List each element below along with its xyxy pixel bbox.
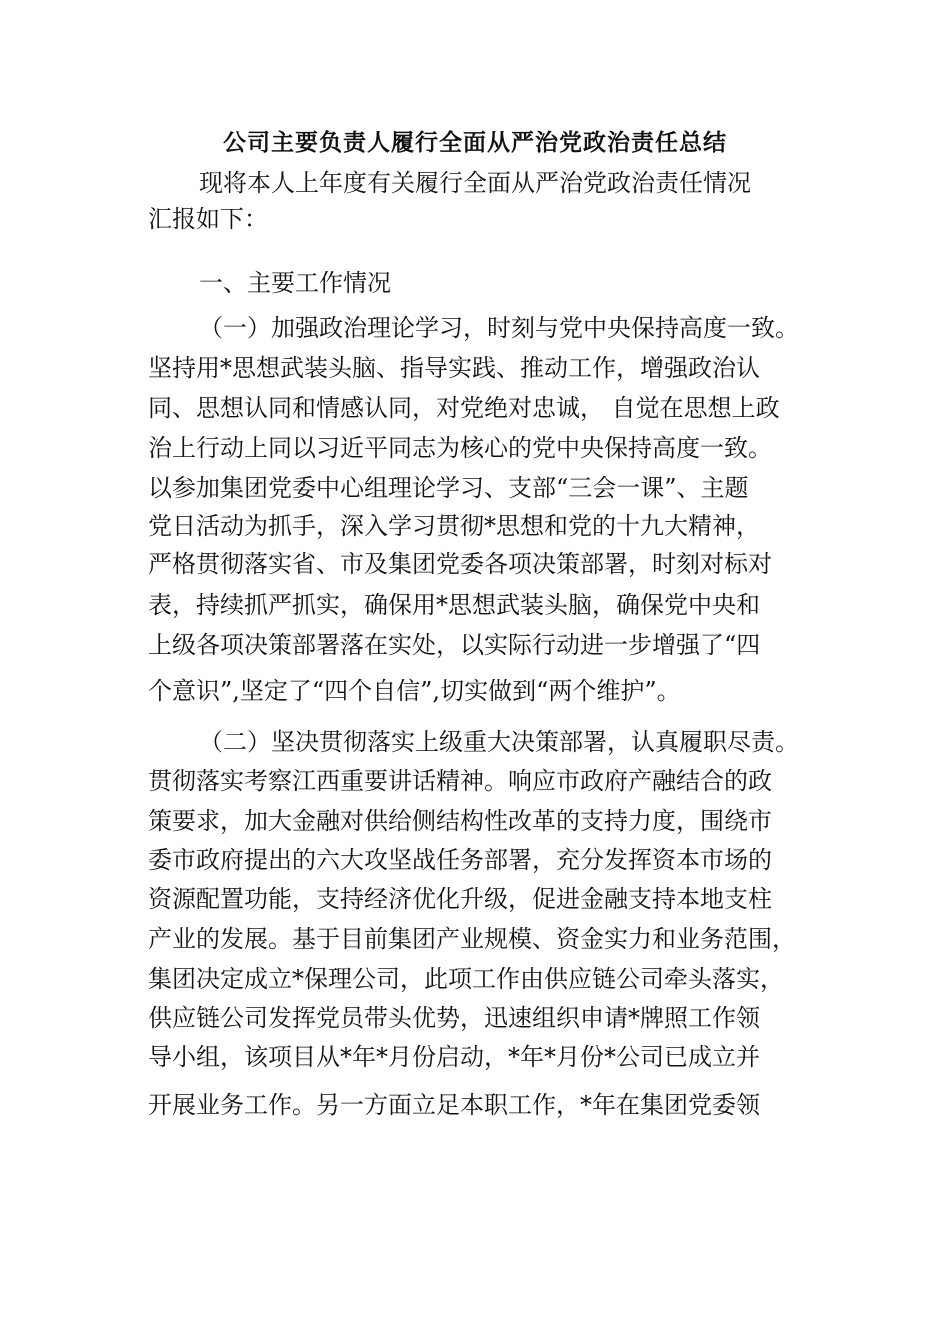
section-heading: 一、主要工作情况 [199,269,391,297]
paragraph-line: 以参加集团党委中心组理论学习、支部“三会一课”、主题 [148,474,749,502]
paragraph-line: 现将本人上年度有关履行全面从严治党政治责任情况 [199,169,751,197]
paragraph-line: 表，持续抓严抓实，确保用*思想武装头脑，确保党中央和 [148,591,760,619]
paragraph-line: 资源配置功能，支持经济优化升级，促进金融支持本地支柱 [148,885,772,913]
paragraph-line: 供应链公司发挥党员带头优势，迅速组织申请*牌照工作领 [148,1004,760,1032]
paragraph-line: 集团决定成立*保理公司，此项工作由供应链公司牵头落实， [148,965,784,993]
paragraph-line: 开展业务工作。另一方面立足本职工作，*年在集团党委领 [148,1091,760,1119]
paragraph-line: 导小组，该项目从*年*月份启动，*年*月份*公司已成立并 [148,1043,760,1071]
paragraph-line: 坚持用*思想武装头脑、指导实践、推动工作，增强政治认 [148,354,760,382]
paragraph-line: 党日活动为抓手，深入学习贯彻*思想和党的十九大精神， [148,512,760,540]
paragraph-line: 严格贯彻落实省、市及集团党委各项决策部署，时刻对标对 [148,550,772,578]
paragraph-line: 策要求，加大金融对供给侧结构性改革的支持力度，围绕市 [148,807,772,835]
paragraph-line: 贯彻落实考察江西重要讲话精神。响应市政府产融结合的政 [148,767,772,795]
paragraph-line: 个意识”,坚定了“四个自信”,切实做到“两个维护”。 [148,677,681,705]
paragraph-line: 委市政府提出的六大攻坚战任务部署，充分发挥资本市场的 [148,846,772,874]
paragraph-line: 治上行动上同以习近平同志为核心的党中央保持高度一致。 [148,434,772,462]
paragraph-line: 汇报如下： [148,205,268,233]
document-title: 公司主要负责人履行全面从严治党政治责任总结 [223,129,727,156]
paragraph-line: （二）坚决贯彻落实上级重大决策部署，认真履职尽责。 [199,728,799,756]
paragraph-line: （一）加强政治理论学习，时刻与党中央保持高度一致。 [199,314,799,342]
paragraph-line: 产业的发展。基于目前集团产业规模、资金实力和业务范围， [148,925,796,953]
paragraph-line: 同、思想认同和情感认同，对党绝对忠诚， 自觉在思想上政 [148,394,780,422]
paragraph-line: 上级各项决策部署落在实处，以实际行动进一步增强了“四 [148,631,761,659]
